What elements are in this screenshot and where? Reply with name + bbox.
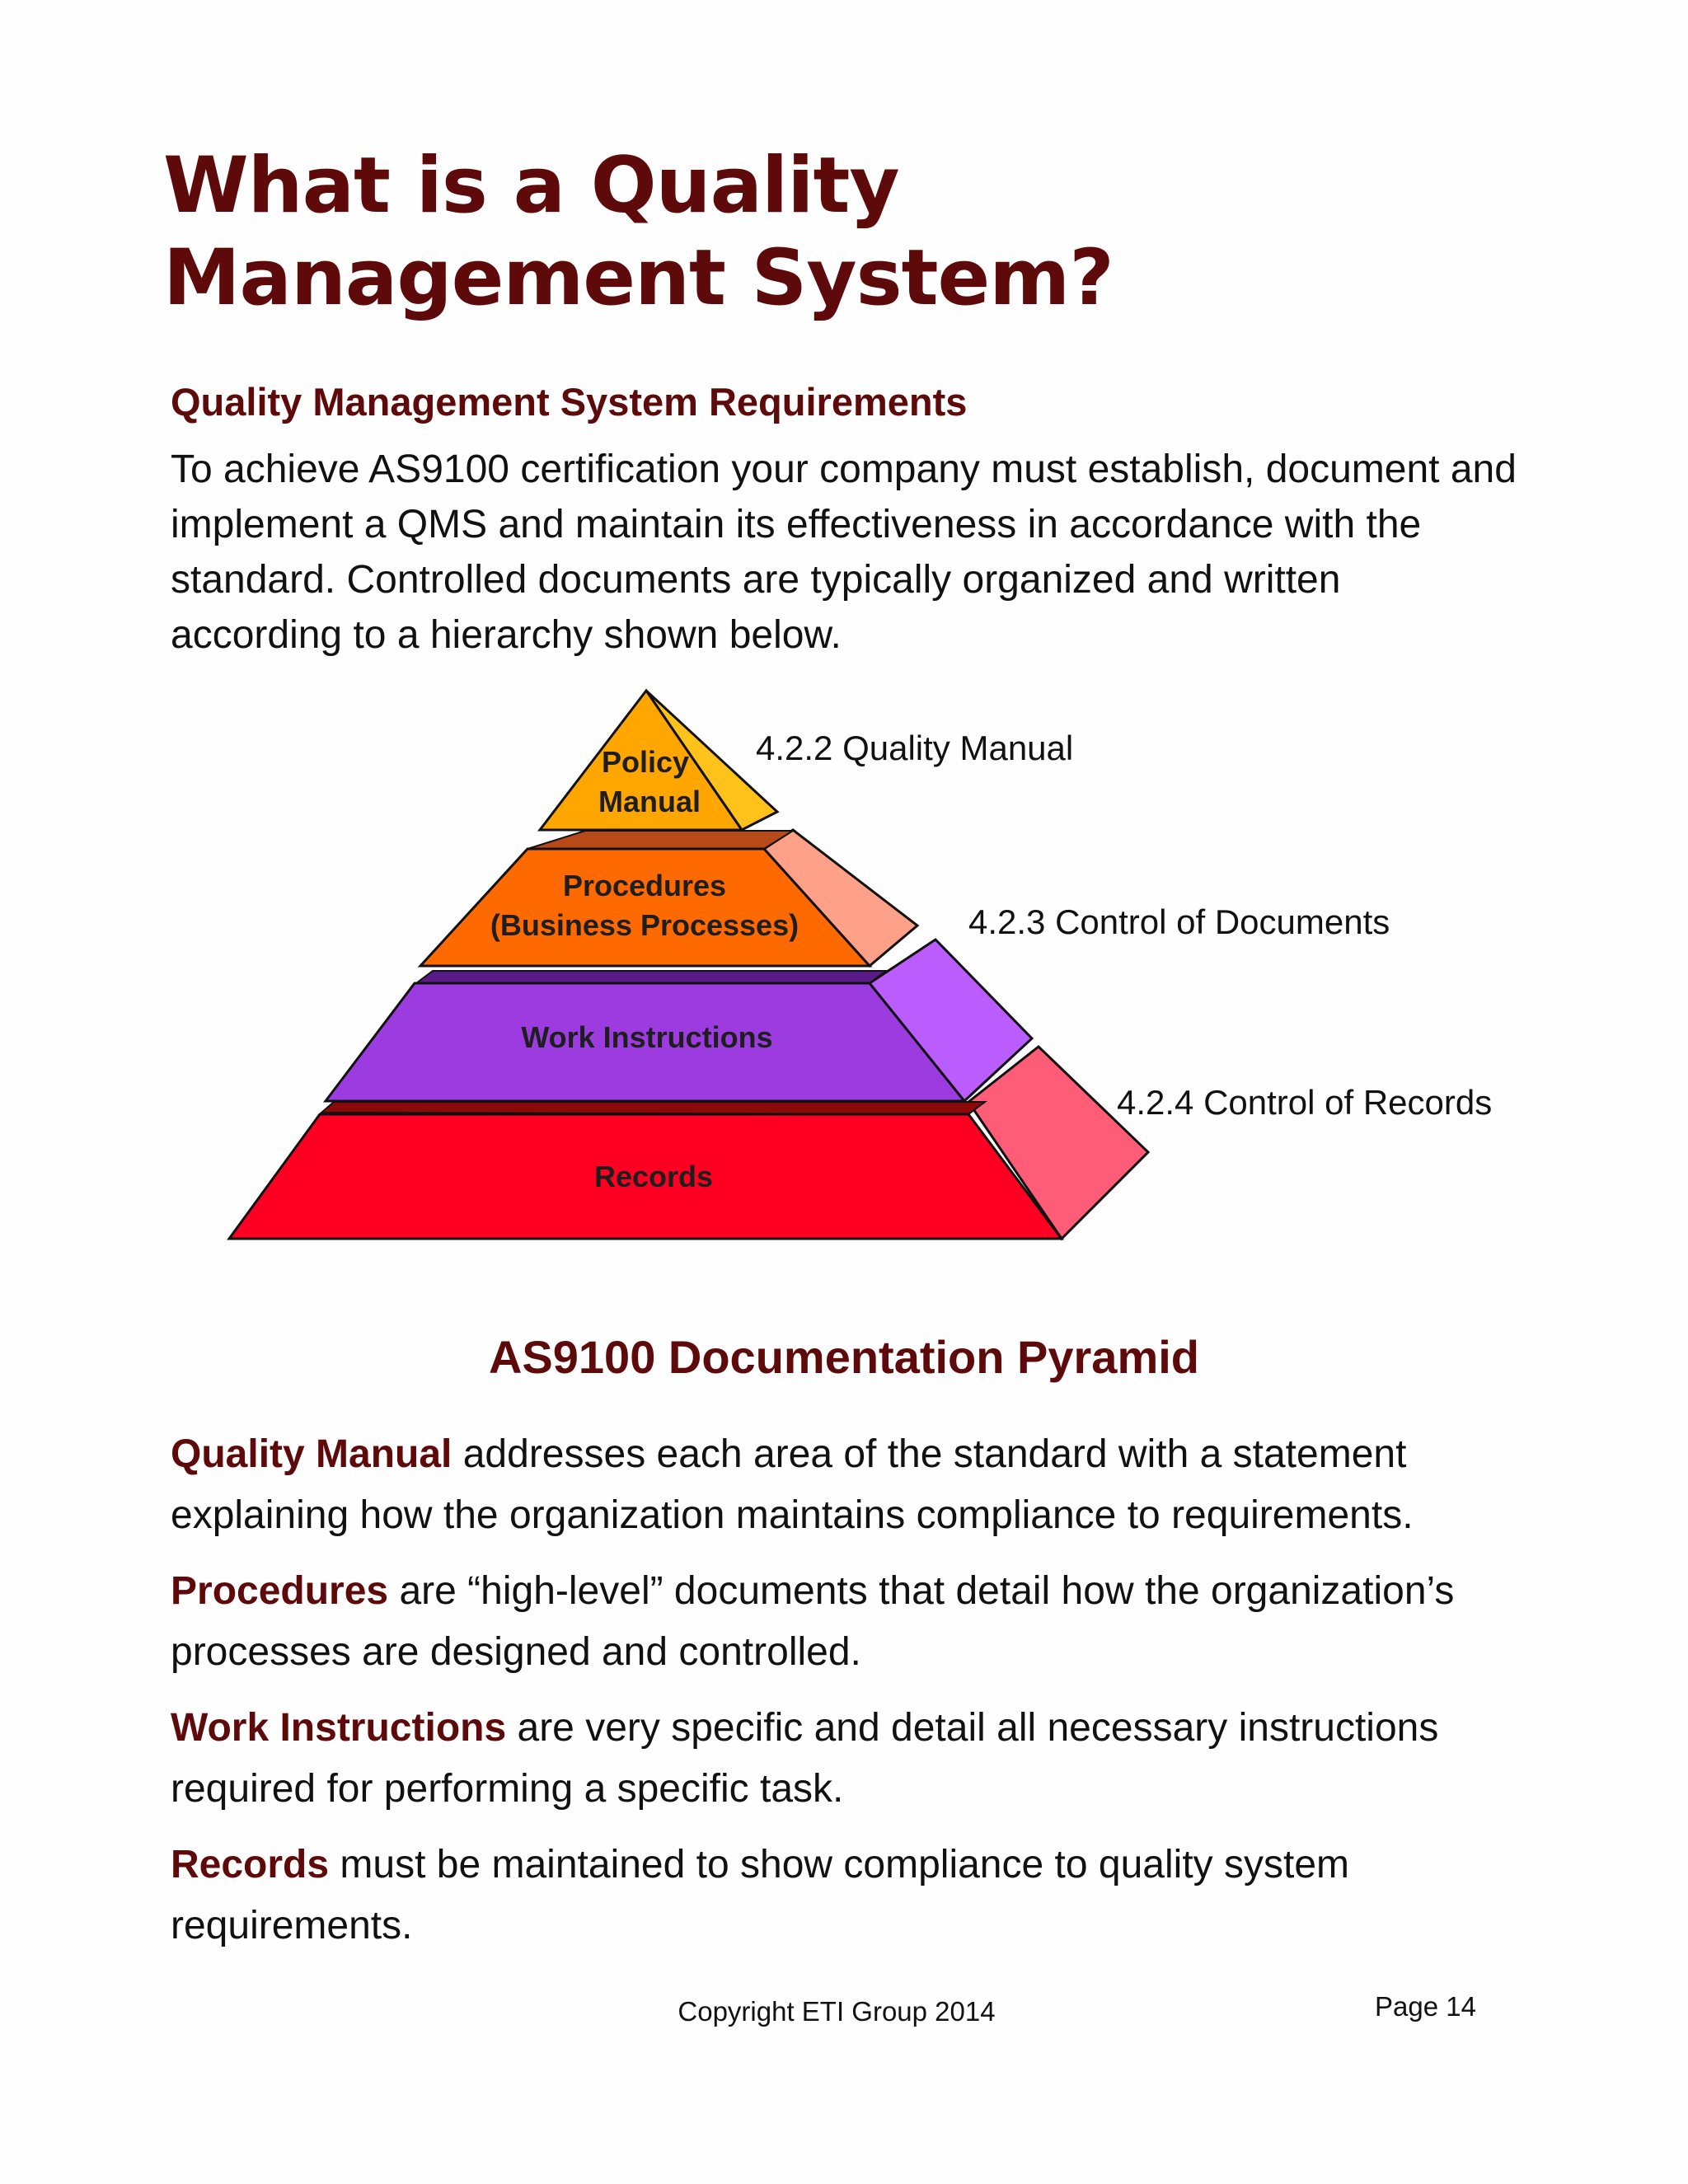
definitions-list	[171, 1424, 1539, 1971]
definition-records	[171, 1835, 1539, 1957]
records-tier-top-band	[321, 1102, 985, 1114]
quality-manual-clause-label: 4.2.2 Quality Manual	[756, 729, 1074, 767]
policy-label-line1: Policy	[601, 745, 690, 779]
page-number: Page 14	[1375, 1991, 1476, 2022]
term-procedures: Procedures	[171, 1569, 389, 1613]
term-quality-manual: Quality Manual	[171, 1432, 452, 1476]
intro-paragraph: To achieve AS9100 certification your company must establish, document and implement a QMS and maintain its effectiveness in accordance with the standard. Controlled documents are typically organized and written according to a hierarchy shown below.	[171, 448, 1517, 657]
term-work-instructions: Work Instructions	[171, 1706, 507, 1750]
control-of-records-clause-label: 4.2.4 Control of Records	[1117, 1083, 1493, 1122]
control-of-documents-clause-label: 4.2.3 Control of Documents	[968, 902, 1390, 941]
work-instructions-label: Work Instructions	[521, 1020, 773, 1054]
definition-work-instructions	[171, 1698, 1539, 1820]
definition-quality-manual-text: addresses each area of the standard with a statement explaining how the organization maintains compliance to requirements.	[171, 1432, 1414, 1537]
page-title-line1: What is a Quality	[163, 141, 899, 231]
procedures-tier-top-band	[528, 831, 793, 849]
term-records: Records	[171, 1843, 330, 1886]
procedures-label-line2: (Business Processes)	[490, 908, 799, 942]
page-title-line2: Management System?	[163, 233, 1114, 323]
section-heading: Quality Management System Requirements	[171, 380, 968, 424]
definition-procedures-text: are “high-level” documents that detail how the organization’s processes are designed and controlled.	[171, 1569, 1455, 1674]
definition-records-text: must be maintained to show compliance to quality system requirements.	[171, 1843, 1349, 1947]
work-instructions-tier-top-band	[416, 971, 886, 983]
definition-quality-manual	[171, 1424, 1539, 1546]
records-label: Records	[593, 1160, 714, 1193]
pyramid-caption: AS9100 Documentation Pyramid	[488, 1331, 1200, 1383]
definition-work-instructions-text: are very specific and detail all necessary instructions required for performing a specific task.	[171, 1706, 1439, 1811]
procedures-label-line1: Procedures	[562, 869, 727, 902]
copyright-notice: Copyright ETI Group 2014	[678, 1996, 996, 2027]
policy-label-line2: Manual	[598, 785, 701, 818]
definition-procedures	[171, 1561, 1539, 1683]
